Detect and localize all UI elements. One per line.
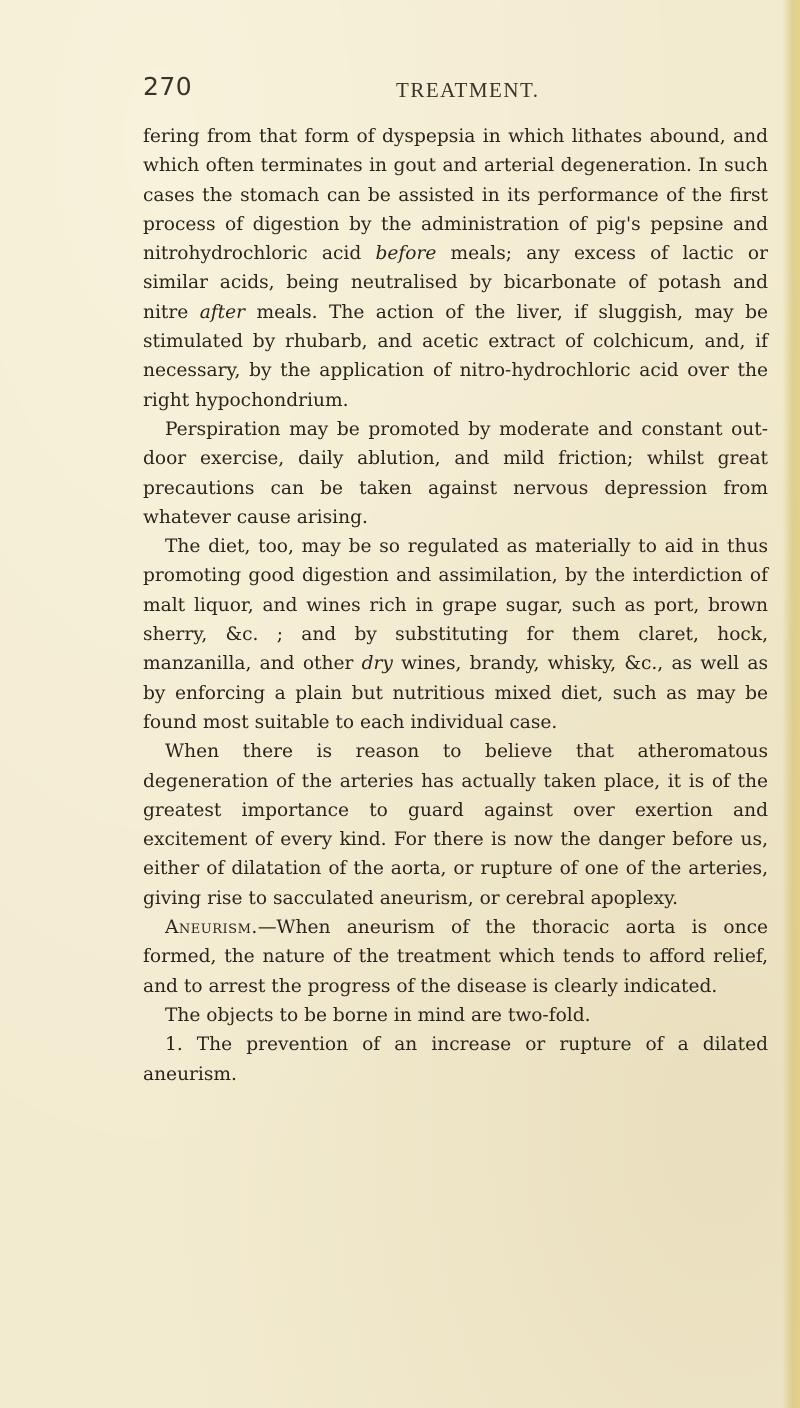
paragraph-text: meals; any excess of lactic or similar acids, being neutralised by bicarbonate of potash and nitre xyxy=(143,243,768,323)
paragraph-text: wines, brandy, whisky, &c., as well as by enforcing a plain but nutritious mixed diet, such as may be found most suitable to each individual case. xyxy=(143,653,768,733)
paragraph-text: meals. The action of the liver, if sluggish, may be stimulated by rhubarb, and acetic extract of colchicum, and, if necessary, by the application of nitro-hydrochloric acid over the right hypochondrium. xyxy=(143,301,768,411)
running-head: TREATMENT. xyxy=(396,78,540,102)
paragraph-perspiration: Perspiration may be promoted by moderate and constant out-door exercise, daily ablution, and mild friction; whilst great precautions can be taken against nervous depression from whatever cause arising. xyxy=(143,418,768,528)
body-text xyxy=(143,122,768,1089)
section-heading-aneurism: Aneurism. xyxy=(165,917,258,939)
paragraph-objects: The objects to be borne in mind are two-fold. xyxy=(165,1004,591,1026)
paragraph-text: The diet, too, may be so regulated as materially to aid in thus promoting good digestion and assimilation, by the interdiction of malt liquor, and wines rich in grape sugar, such as port, brown sherry, &c. ; and by substituting for them claret, hock, manzanilla, and other xyxy=(143,536,768,675)
paragraph-prevention: 1. The prevention of an increase or rupture of a dilated aneurism. xyxy=(143,1034,768,1085)
book-page xyxy=(143,72,768,1089)
italic-dry: dry xyxy=(361,653,393,675)
page-edge-shadow xyxy=(782,0,800,1408)
paragraph-aneurism xyxy=(143,913,768,1001)
page-header xyxy=(143,72,768,112)
italic-before: before xyxy=(375,243,437,265)
paragraph-text: —When aneurism of the thoracic aorta is once formed, the nature of the treatment which tends to afford relief, and to arrest the progress of the disease is clearly indicated. xyxy=(143,917,768,997)
paragraph-text: fering from that form of dyspepsia in which lithates abound, and which often terminates in gout and arterial degeneration. In such cases the stomach can be assisted in its performance of the first process of digestion by the administration of pig's pepsine and nitrohydrochloric acid xyxy=(143,126,768,265)
page-number: 270 xyxy=(143,72,193,101)
paragraph-atheroma: When there is reason to believe that atheromatous degeneration of the arteries has actually taken place, it is of the greatest importance to guard against over exertion and excitement of every kind. For there is now the danger before us, either of dilatation of the aorta, or rupture of one of the arteries, giving rise to sacculated aneurism, or cerebral apoplexy. xyxy=(143,741,768,909)
italic-after: after xyxy=(199,301,246,323)
paragraph-dyspepsia xyxy=(143,122,768,415)
paragraph-diet xyxy=(143,532,768,737)
